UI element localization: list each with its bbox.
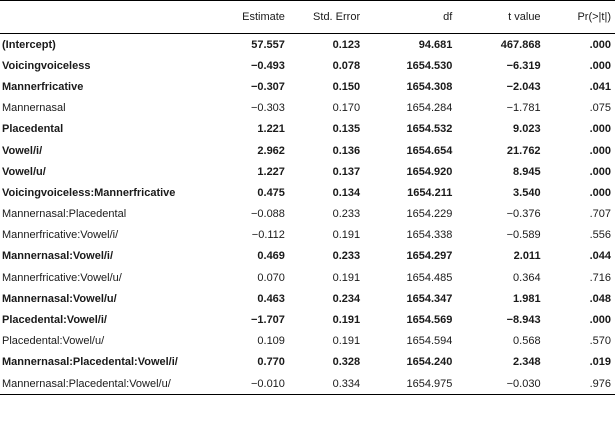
cell-t-value: 2.011 — [513, 250, 541, 263]
cell-t-value: 8.945 — [513, 165, 541, 178]
cell-term: Mannernasal:Placedental:Vowel/u/ — [0, 373, 215, 395]
cell-std-error: 0.170 — [332, 102, 361, 115]
cell-p-value: .000 — [589, 314, 611, 327]
cell-t-value: −6.319 — [506, 59, 541, 72]
table-row — [0, 246, 615, 267]
cell-p-value: .000 — [589, 59, 611, 72]
table-row — [0, 267, 615, 288]
cell-estimate: 0.070 — [257, 271, 285, 284]
table-row — [0, 373, 615, 395]
cell-t-value: 0.568 — [513, 335, 541, 348]
cell-std-error: 0.191 — [332, 335, 361, 348]
column-header-p-value: Pr(>|t|) — [541, 1, 615, 34]
cell-term: Mannernasal:Vowel/u/ — [2, 292, 117, 305]
cell-df: 1654.485 — [406, 271, 453, 284]
cell-estimate: 1.221 — [257, 123, 285, 136]
cell-p-value: .570 — [589, 335, 611, 348]
cell-p-value: .716 — [589, 271, 611, 284]
cell-p-value: .000 — [589, 38, 611, 51]
cell-std-error: 0.137 — [332, 165, 361, 178]
column-header-estimate: Estimate — [215, 1, 285, 34]
table-row — [0, 352, 615, 373]
table-row — [0, 76, 615, 97]
column-header-t-value: t value — [452, 1, 540, 34]
table-row — [0, 140, 615, 161]
cell-std-error: 0.078 — [332, 59, 361, 72]
cell-term: Mannerfricative — [2, 80, 84, 93]
cell-term: Mannernasal:Placedental:Vowel/i/ — [2, 356, 178, 369]
cell-std-error: 0.328 — [332, 356, 361, 369]
table-row — [0, 204, 615, 225]
cell-df: 1654.229 — [406, 208, 453, 221]
cell-std-error: 0.150 — [332, 80, 361, 93]
cell-t-value: 1.981 — [513, 292, 541, 305]
table-row — [0, 182, 615, 203]
cell-t-value: −0.589 — [506, 229, 541, 242]
cell-t-value: 467.868 — [500, 38, 541, 51]
cell-t-value: −0.030 — [452, 373, 540, 395]
table-row — [0, 225, 615, 246]
cell-estimate: −0.493 — [250, 59, 285, 72]
cell-term: Mannerfricative:Vowel/i/ — [2, 229, 119, 242]
cell-df: 1654.594 — [406, 335, 453, 348]
cell-term: Vowel/i/ — [2, 144, 43, 157]
cell-p-value: .000 — [589, 186, 611, 199]
cell-t-value: 2.348 — [513, 356, 541, 369]
cell-df: 1654.308 — [406, 80, 453, 93]
table-row — [0, 288, 615, 309]
cell-df: 1654.338 — [406, 229, 453, 242]
cell-std-error: 0.191 — [332, 314, 361, 327]
cell-estimate: −0.303 — [250, 102, 285, 115]
table-row — [0, 34, 615, 56]
cell-estimate: −0.010 — [215, 373, 285, 395]
table-header-row — [0, 1, 615, 34]
table-row — [0, 98, 615, 119]
cell-df: 1654.975 — [360, 373, 452, 395]
cell-estimate: 1.227 — [257, 165, 285, 178]
cell-df: 1654.284 — [406, 102, 453, 115]
cell-p-value: .048 — [589, 292, 611, 305]
column-header-term — [0, 1, 215, 34]
cell-term: Mannernasal — [2, 102, 66, 115]
cell-p-value: .000 — [589, 144, 611, 157]
cell-p-value: .556 — [589, 229, 611, 242]
cell-p-value: .075 — [589, 102, 611, 115]
cell-estimate: 57.557 — [251, 38, 285, 51]
cell-estimate: 0.109 — [257, 335, 285, 348]
cell-p-value: .044 — [589, 250, 611, 263]
cell-term: Placedental:Vowel/i/ — [2, 314, 107, 327]
cell-estimate: 0.475 — [257, 186, 285, 199]
cell-estimate: −0.307 — [250, 80, 285, 93]
cell-std-error: 0.233 — [332, 208, 361, 221]
cell-estimate: 0.469 — [257, 250, 285, 263]
cell-std-error: 0.123 — [332, 38, 361, 51]
cell-std-error: 0.334 — [285, 373, 360, 395]
cell-term: Voicingvoiceless — [2, 59, 91, 72]
table-row — [0, 55, 615, 76]
cell-p-value: .000 — [589, 165, 611, 178]
cell-p-value: .041 — [589, 80, 611, 93]
cell-t-value: −1.781 — [506, 102, 541, 115]
column-header-df: df — [360, 1, 452, 34]
cell-estimate: −0.088 — [250, 208, 285, 221]
cell-df: 1654.297 — [406, 250, 453, 263]
cell-std-error: 0.191 — [332, 271, 361, 284]
cell-std-error: 0.233 — [332, 250, 361, 263]
cell-df: 1654.530 — [406, 59, 453, 72]
cell-std-error: 0.234 — [332, 292, 361, 305]
table-body — [0, 34, 615, 395]
cell-term: Mannerfricative:Vowel/u/ — [2, 271, 122, 284]
cell-t-value: −0.376 — [506, 208, 541, 221]
cell-df: 1654.211 — [407, 186, 453, 199]
cell-t-value: −2.043 — [506, 80, 541, 93]
cell-std-error: 0.136 — [332, 144, 361, 157]
cell-df: 1654.654 — [406, 144, 453, 157]
cell-estimate: −0.112 — [251, 229, 285, 242]
table-row — [0, 331, 615, 352]
cell-term: Placedental:Vowel/u/ — [2, 335, 105, 348]
cell-std-error: 0.134 — [332, 186, 361, 199]
cell-p-value: .976 — [541, 373, 615, 395]
cell-estimate: 2.962 — [257, 144, 285, 157]
cell-t-value: 9.023 — [513, 123, 541, 136]
cell-term: (Intercept) — [2, 38, 56, 51]
cell-df: 1654.240 — [406, 356, 453, 369]
cell-std-error: 0.135 — [332, 123, 361, 136]
cell-estimate: 0.463 — [257, 292, 285, 305]
cell-estimate: 0.770 — [257, 356, 285, 369]
cell-df: 1654.347 — [406, 292, 453, 305]
table-row — [0, 119, 615, 140]
cell-t-value: −8.943 — [506, 314, 541, 327]
cell-t-value: 0.364 — [513, 271, 541, 284]
cell-term: Mannernasal:Placedental — [2, 208, 127, 221]
cell-df: 1654.532 — [406, 123, 453, 136]
column-header-std-error: Std. Error — [285, 1, 360, 34]
cell-std-error: 0.191 — [332, 229, 361, 242]
cell-t-value: 3.540 — [513, 186, 541, 199]
cell-p-value: .707 — [589, 208, 611, 221]
cell-term: Placedental — [2, 123, 64, 136]
cell-term: Mannernasal:Vowel/i/ — [2, 250, 114, 263]
table-row — [0, 309, 615, 330]
cell-p-value: .019 — [589, 356, 611, 369]
cell-term: Vowel/u/ — [2, 165, 46, 178]
cell-estimate: −1.707 — [250, 314, 285, 327]
cell-df: 1654.569 — [406, 314, 453, 327]
cell-df: 1654.920 — [406, 165, 453, 178]
table-row — [0, 161, 615, 182]
cell-df: 94.681 — [418, 38, 453, 51]
cell-term: Voicingvoiceless:Mannerfricative — [2, 186, 176, 199]
cell-t-value: 21.762 — [506, 144, 541, 157]
cell-p-value: .000 — [589, 123, 611, 136]
